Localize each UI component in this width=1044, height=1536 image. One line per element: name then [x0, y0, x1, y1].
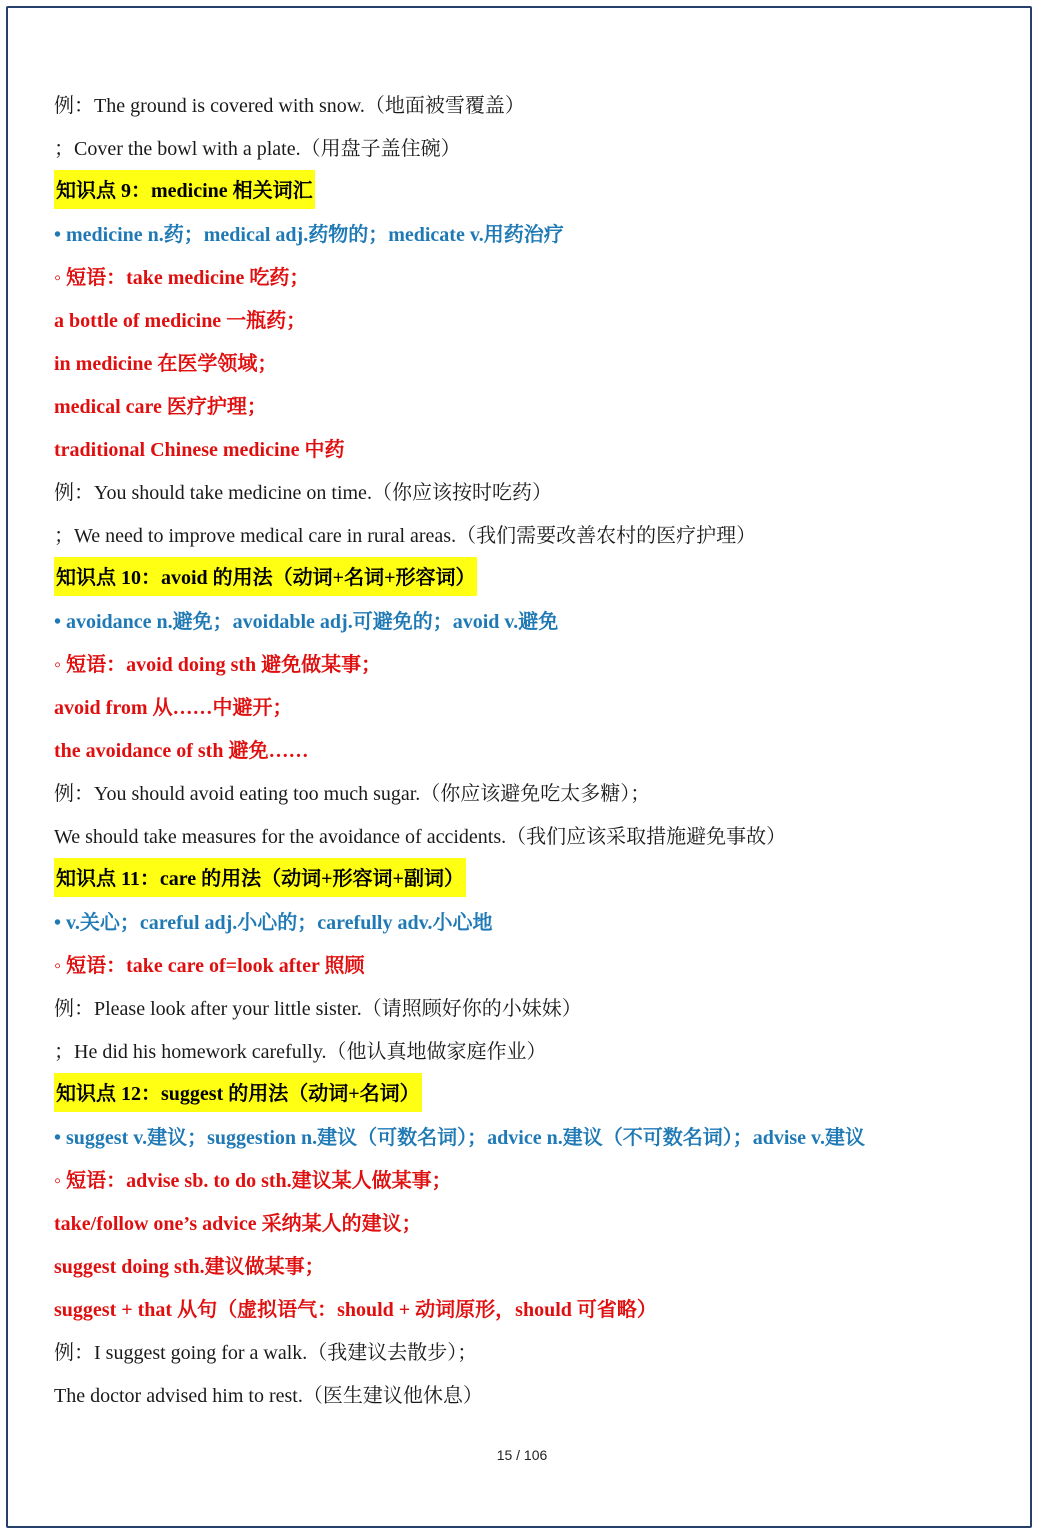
example-line: 例：Please look after your little sister.（请照顾好你的小妹妹）	[54, 998, 582, 1020]
example-line: ；We need to improve medical care in rural areas.（我们需要改善农村的医疗护理）	[54, 525, 757, 547]
example-line: The doctor advised him to rest.（医生建议他休息）	[54, 1385, 483, 1407]
phrase-line: medical care 医疗护理；	[54, 396, 267, 418]
phrase-line: suggest + that 从句（虚拟语气：should + 动词原形，should 可省略）	[54, 1299, 657, 1321]
phrase-line: the avoidance of sth 避免……	[54, 740, 309, 762]
phrase-line: ◦ 短语：advise sb. to do sth.建议某人做某事；	[54, 1170, 452, 1192]
phrase-line: ◦ 短语：take medicine 吃药；	[54, 267, 310, 289]
section-heading: 知识点 10：avoid 的用法（动词+名词+形容词）	[54, 555, 994, 598]
text-line: 例：The ground is covered with snow.（地面被雪覆盖）	[54, 95, 525, 117]
example-line: 例：You should take medicine on time.（你应该按时吃药）	[54, 482, 552, 504]
section-heading: 知识点 12：suggest 的用法（动词+名词）	[54, 1071, 994, 1114]
section-heading: 知识点 9：medicine 相关词汇	[54, 168, 994, 211]
page-number: 15 / 106	[496, 1447, 548, 1463]
phrase-line: ◦ 短语：avoid doing sth 避免做某事；	[54, 654, 382, 676]
phrase-line: traditional Chinese medicine 中药	[54, 439, 345, 461]
example-line: 例：You should avoid eating too much sugar.（你应该避免吃太多糖）；	[54, 783, 651, 805]
word-forms-line: • v.关心；careful adj.小心的；carefully adv.小心地	[54, 912, 493, 934]
phrase-line: in medicine 在医学领域；	[54, 353, 278, 375]
phrase-line: suggest doing sth.建议做某事；	[54, 1256, 325, 1278]
phrase-line: take/follow one’s advice 采纳某人的建议；	[54, 1213, 422, 1235]
example-line: 例：I suggest going for a walk.（我建议去散步）；	[54, 1342, 478, 1364]
word-forms-line: • suggest v.建议；suggestion n.建议（可数名词）；advice n.建议（不可数名词）；advise v.建议	[54, 1127, 865, 1149]
document-body	[54, 82, 994, 1415]
phrase-line: ◦ 短语：take care of=look after 照顾	[54, 955, 365, 977]
word-forms-line: • avoidance n.避免；avoidable adj.可避免的；avoid v.避免	[54, 611, 559, 633]
example-line: ；He did his homework carefully.（他认真地做家庭作业）	[54, 1041, 547, 1063]
word-forms-line: • medicine n.药；medical adj.药物的；medicate v.用药治疗	[54, 224, 564, 246]
phrase-line: a bottle of medicine 一瓶药；	[54, 310, 307, 332]
example-line: We should take measures for the avoidance of accidents.（我们应该采取措施避免事故）	[54, 826, 787, 848]
phrase-line: avoid from 从……中避开；	[54, 697, 293, 719]
text-line: ；Cover the bowl with a plate.（用盘子盖住碗）	[54, 138, 461, 160]
section-heading: 知识点 11：care 的用法（动词+形容词+副词）	[54, 856, 994, 899]
